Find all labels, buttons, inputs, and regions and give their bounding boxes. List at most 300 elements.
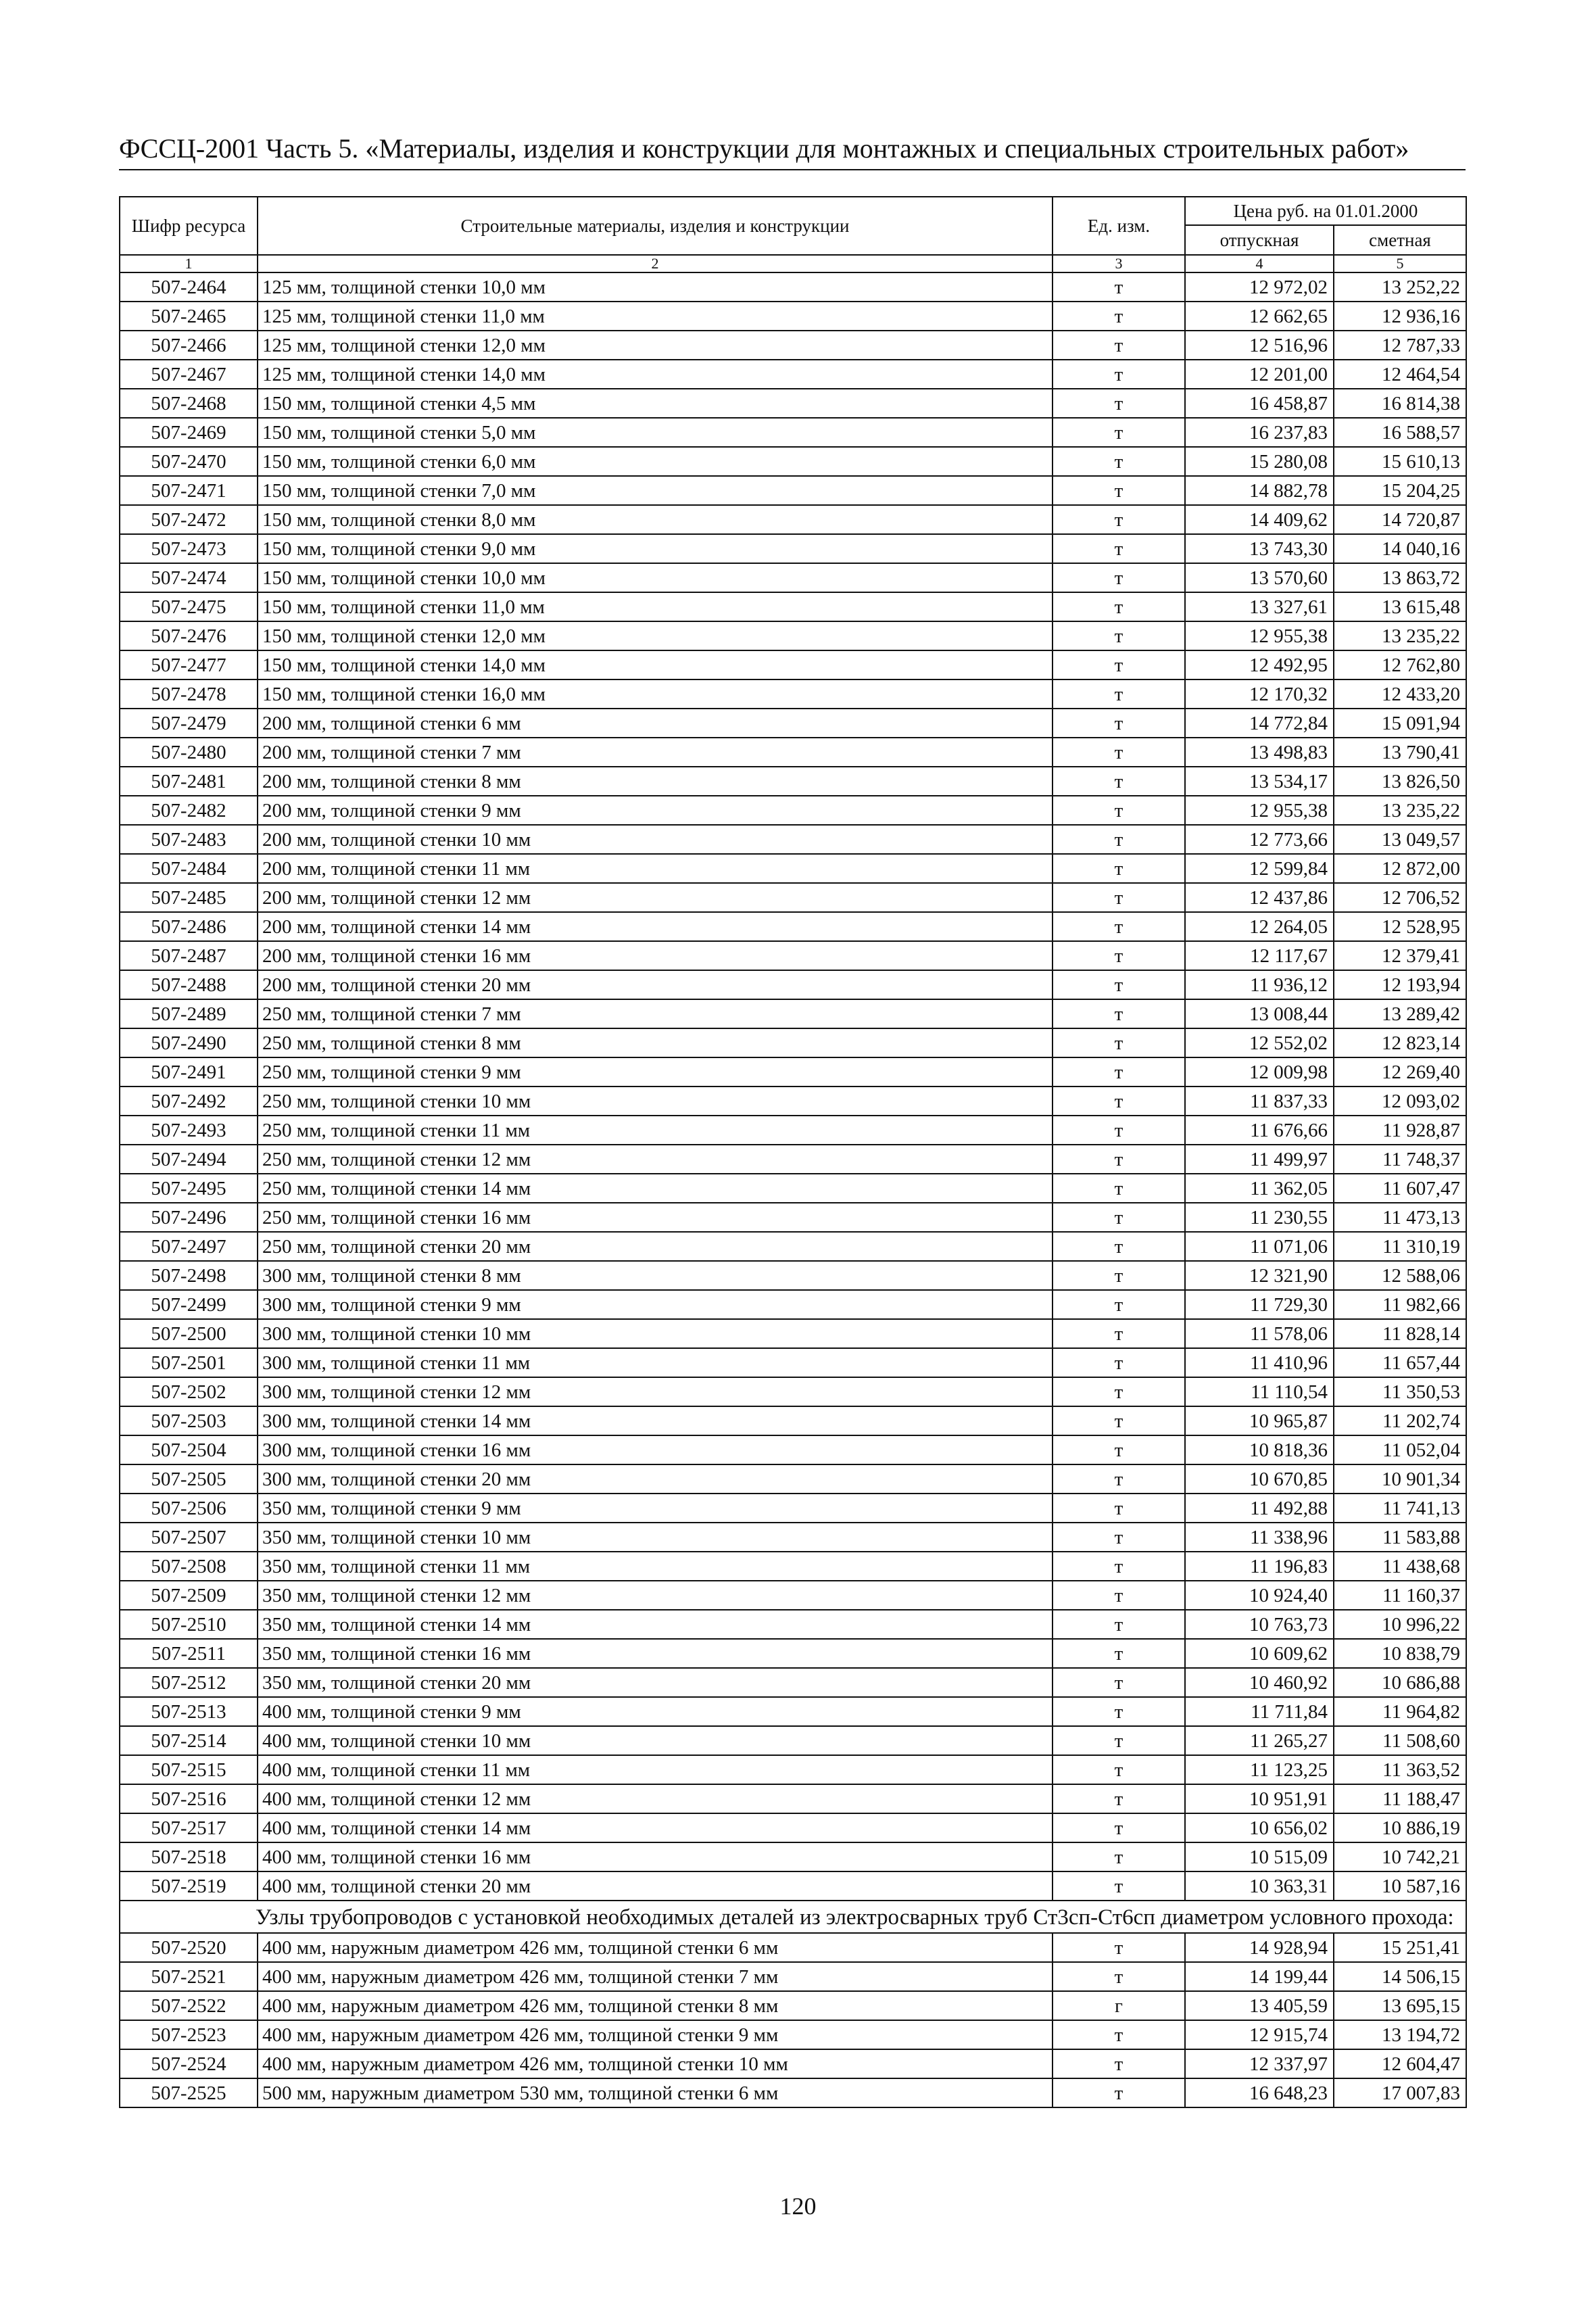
resource-code-cell: 507-2512 — [120, 1668, 258, 1697]
resource-code-cell: 507-2520 — [120, 1933, 258, 1962]
estimate-price-cell: 16 588,57 — [1334, 418, 1466, 447]
estimate-price-cell: 14 506,15 — [1334, 1962, 1466, 1991]
estimate-price-cell: 11 310,19 — [1334, 1232, 1466, 1261]
unit-cell: т — [1053, 1232, 1185, 1261]
column-number: 3 — [1053, 255, 1185, 272]
unit-cell: т — [1053, 796, 1185, 825]
resource-code-cell: 507-2497 — [120, 1232, 258, 1261]
estimate-price-cell: 13 252,22 — [1334, 272, 1466, 302]
release-price-cell: 12 955,38 — [1185, 796, 1334, 825]
unit-cell: т — [1053, 1116, 1185, 1145]
release-price-cell: 10 924,40 — [1185, 1581, 1334, 1610]
estimate-price-cell: 12 936,16 — [1334, 302, 1466, 331]
material-name-cell: 400 мм, наружным диаметром 426 мм, толщиной стенки 9 мм — [258, 2020, 1053, 2049]
unit-cell: т — [1053, 1464, 1185, 1494]
unit-cell: т — [1053, 272, 1185, 302]
release-price-cell: 10 818,36 — [1185, 1435, 1334, 1464]
material-name-cell: 125 мм, толщиной стенки 12,0 мм — [258, 331, 1053, 360]
estimate-price-cell: 12 604,47 — [1334, 2049, 1466, 2078]
release-price-cell: 13 008,44 — [1185, 999, 1334, 1028]
release-price-cell: 12 009,98 — [1185, 1057, 1334, 1087]
material-name-cell: 250 мм, толщиной стенки 8 мм — [258, 1028, 1053, 1057]
unit-cell: т — [1053, 1668, 1185, 1697]
header-estimate: сметная — [1334, 225, 1466, 255]
material-name-cell: 300 мм, толщиной стенки 12 мм — [258, 1377, 1053, 1406]
material-name-cell: 350 мм, толщиной стенки 11 мм — [258, 1552, 1053, 1581]
release-price-cell: 12 170,32 — [1185, 679, 1334, 709]
unit-cell: т — [1053, 1057, 1185, 1087]
material-name-cell: 400 мм, наружным диаметром 426 мм, толщиной стенки 10 мм — [258, 2049, 1053, 2078]
unit-cell: т — [1053, 767, 1185, 796]
table-row — [120, 709, 1466, 738]
release-price-cell: 14 882,78 — [1185, 476, 1334, 505]
material-name-cell: 200 мм, толщиной стенки 16 мм — [258, 941, 1053, 970]
table-row — [120, 1435, 1466, 1464]
estimate-price-cell: 11 473,13 — [1334, 1203, 1466, 1232]
unit-cell: т — [1053, 738, 1185, 767]
estimate-price-cell: 12 269,40 — [1334, 1057, 1466, 1087]
table-row — [120, 1639, 1466, 1668]
resource-code-cell: 507-2464 — [120, 272, 258, 302]
table-row — [120, 1232, 1466, 1261]
resource-code-cell: 507-2509 — [120, 1581, 258, 1610]
resource-code-cell: 507-2493 — [120, 1116, 258, 1145]
resource-code-cell: 507-2492 — [120, 1087, 258, 1116]
table-row — [120, 389, 1466, 418]
material-name-cell: 200 мм, толщиной стенки 11 мм — [258, 854, 1053, 883]
page-header: ФССЦ-2001 Часть 5. «Материалы, изделия и конструкции для монтажных и специальных строительных работ» — [119, 133, 1409, 164]
material-name-cell: 300 мм, толщиной стенки 8 мм — [258, 1261, 1053, 1290]
unit-cell: т — [1053, 1784, 1185, 1813]
resource-code-cell: 507-2506 — [120, 1494, 258, 1523]
table-row — [120, 1523, 1466, 1552]
material-name-cell: 250 мм, толщиной стенки 10 мм — [258, 1087, 1053, 1116]
material-name-cell: 300 мм, толщиной стенки 20 мм — [258, 1464, 1053, 1494]
unit-cell: т — [1053, 1842, 1185, 1871]
unit-cell: т — [1053, 679, 1185, 709]
table-row — [120, 1319, 1466, 1348]
unit-cell: т — [1053, 1406, 1185, 1435]
unit-cell: т — [1053, 2020, 1185, 2049]
resource-code-cell: 507-2505 — [120, 1464, 258, 1494]
resource-code-cell: 507-2514 — [120, 1726, 258, 1755]
material-name-cell: 150 мм, толщиной стенки 9,0 мм — [258, 534, 1053, 563]
release-price-cell: 11 230,55 — [1185, 1203, 1334, 1232]
unit-cell: т — [1053, 592, 1185, 621]
estimate-price-cell: 12 588,06 — [1334, 1261, 1466, 1290]
estimate-price-cell: 11 350,53 — [1334, 1377, 1466, 1406]
release-price-cell: 16 458,87 — [1185, 389, 1334, 418]
table-row — [120, 447, 1466, 476]
material-name-cell: 300 мм, толщиной стенки 16 мм — [258, 1435, 1053, 1464]
table-row — [120, 679, 1466, 709]
estimate-price-cell: 11 188,47 — [1334, 1784, 1466, 1813]
material-name-cell: 400 мм, толщиной стенки 11 мм — [258, 1755, 1053, 1784]
release-price-cell: 10 670,85 — [1185, 1464, 1334, 1494]
release-price-cell: 10 965,87 — [1185, 1406, 1334, 1435]
release-price-cell: 10 951,91 — [1185, 1784, 1334, 1813]
estimate-price-cell: 13 615,48 — [1334, 592, 1466, 621]
resource-code-cell: 507-2516 — [120, 1784, 258, 1813]
resource-code-cell: 507-2503 — [120, 1406, 258, 1435]
table-row — [120, 999, 1466, 1028]
material-name-cell: 350 мм, толщиной стенки 9 мм — [258, 1494, 1053, 1523]
resource-code-cell: 507-2468 — [120, 389, 258, 418]
header-release: отпускная — [1185, 225, 1334, 255]
column-number: 1 — [120, 255, 258, 272]
unit-cell: т — [1053, 418, 1185, 447]
table-row — [120, 1933, 1466, 1962]
page-number: 120 — [779, 2193, 817, 2220]
table-row — [120, 476, 1466, 505]
material-name-cell: 350 мм, толщиной стенки 12 мм — [258, 1581, 1053, 1610]
unit-cell: т — [1053, 854, 1185, 883]
unit-cell: т — [1053, 534, 1185, 563]
material-name-cell: 125 мм, толщиной стенки 14,0 мм — [258, 360, 1053, 389]
estimate-price-cell: 15 251,41 — [1334, 1933, 1466, 1962]
estimate-price-cell: 13 863,72 — [1334, 563, 1466, 592]
unit-cell: т — [1053, 302, 1185, 331]
resource-code-cell: 507-2487 — [120, 941, 258, 970]
table-row — [120, 1552, 1466, 1581]
resource-code-cell: 507-2476 — [120, 621, 258, 650]
material-name-cell: 150 мм, толщиной стенки 14,0 мм — [258, 650, 1053, 679]
table-row — [120, 621, 1466, 650]
header-code: Шифр ресурса — [120, 197, 258, 255]
resource-code-cell: 507-2491 — [120, 1057, 258, 1087]
resource-code-cell: 507-2501 — [120, 1348, 258, 1377]
release-price-cell: 12 437,86 — [1185, 883, 1334, 912]
material-name-cell: 125 мм, толщиной стенки 11,0 мм — [258, 302, 1053, 331]
unit-cell: т — [1053, 1962, 1185, 1991]
release-price-cell: 13 327,61 — [1185, 592, 1334, 621]
material-name-cell: 400 мм, наружным диаметром 426 мм, толщиной стенки 6 мм — [258, 1933, 1053, 1962]
material-name-cell: 250 мм, толщиной стенки 12 мм — [258, 1145, 1053, 1174]
table-row — [120, 1348, 1466, 1377]
unit-cell: т — [1053, 1581, 1185, 1610]
release-price-cell: 11 196,83 — [1185, 1552, 1334, 1581]
table-body-assemblies — [120, 1933, 1466, 2107]
table-row — [120, 1842, 1466, 1871]
unit-cell: т — [1053, 1552, 1185, 1581]
material-name-cell: 150 мм, толщиной стенки 7,0 мм — [258, 476, 1053, 505]
release-price-cell: 10 656,02 — [1185, 1813, 1334, 1842]
resource-code-cell: 507-2511 — [120, 1639, 258, 1668]
table-row — [120, 1726, 1466, 1755]
material-name-cell: 150 мм, толщиной стенки 4,5 мм — [258, 389, 1053, 418]
unit-cell: т — [1053, 1813, 1185, 1842]
table-row — [120, 767, 1466, 796]
resource-code-cell: 507-2504 — [120, 1435, 258, 1464]
estimate-price-cell: 15 610,13 — [1334, 447, 1466, 476]
resource-code-cell: 507-2522 — [120, 1991, 258, 2020]
estimate-price-cell: 10 901,34 — [1334, 1464, 1466, 1494]
resource-code-cell: 507-2517 — [120, 1813, 258, 1842]
table-body-pipes — [120, 272, 1466, 1901]
material-name-cell: 400 мм, толщиной стенки 14 мм — [258, 1813, 1053, 1842]
estimate-price-cell: 11 508,60 — [1334, 1726, 1466, 1755]
unit-cell: т — [1053, 1348, 1185, 1377]
resource-code-cell: 507-2496 — [120, 1203, 258, 1232]
unit-cell: т — [1053, 650, 1185, 679]
material-name-cell: 200 мм, толщиной стенки 8 мм — [258, 767, 1053, 796]
resource-code-cell: 507-2480 — [120, 738, 258, 767]
release-price-cell: 16 237,83 — [1185, 418, 1334, 447]
resource-code-cell: 507-2479 — [120, 709, 258, 738]
resource-code-cell: 507-2521 — [120, 1962, 258, 1991]
material-name-cell: 350 мм, толщиной стенки 16 мм — [258, 1639, 1053, 1668]
release-price-cell: 16 648,23 — [1185, 2078, 1334, 2107]
release-price-cell: 14 772,84 — [1185, 709, 1334, 738]
release-price-cell: 10 609,62 — [1185, 1639, 1334, 1668]
table-row — [120, 941, 1466, 970]
table-row — [120, 912, 1466, 941]
material-name-cell: 200 мм, толщиной стенки 6 мм — [258, 709, 1053, 738]
release-price-cell: 11 110,54 — [1185, 1377, 1334, 1406]
resource-code-cell: 507-2507 — [120, 1523, 258, 1552]
release-price-cell: 13 498,83 — [1185, 738, 1334, 767]
estimate-price-cell: 13 194,72 — [1334, 2020, 1466, 2049]
estimate-price-cell: 11 741,13 — [1334, 1494, 1466, 1523]
unit-cell: т — [1053, 883, 1185, 912]
estimate-price-cell: 13 695,15 — [1334, 1991, 1466, 2020]
resource-code-cell: 507-2466 — [120, 331, 258, 360]
estimate-price-cell: 12 762,80 — [1334, 650, 1466, 679]
release-price-cell: 10 460,92 — [1185, 1668, 1334, 1697]
release-price-cell: 12 516,96 — [1185, 331, 1334, 360]
table-row — [120, 854, 1466, 883]
material-name-cell: 300 мм, толщиной стенки 11 мм — [258, 1348, 1053, 1377]
resource-code-cell: 507-2465 — [120, 302, 258, 331]
release-price-cell: 11 936,12 — [1185, 970, 1334, 999]
material-name-cell: 200 мм, толщиной стенки 9 мм — [258, 796, 1053, 825]
table-row — [120, 1871, 1466, 1901]
unit-cell: т — [1053, 1261, 1185, 1290]
estimate-price-cell: 17 007,83 — [1334, 2078, 1466, 2107]
unit-cell: т — [1053, 360, 1185, 389]
estimate-price-cell: 14 720,87 — [1334, 505, 1466, 534]
resource-code-cell: 507-2523 — [120, 2020, 258, 2049]
unit-cell: т — [1053, 1755, 1185, 1784]
resource-code-cell: 507-2519 — [120, 1871, 258, 1901]
unit-cell: т — [1053, 1435, 1185, 1464]
estimate-price-cell: 12 706,52 — [1334, 883, 1466, 912]
release-price-cell: 11 123,25 — [1185, 1755, 1334, 1784]
unit-cell: т — [1053, 999, 1185, 1028]
header-price-group: Цена руб. на 01.01.2000 — [1185, 197, 1466, 225]
header-unit: Ед. изм. — [1053, 197, 1185, 255]
material-name-cell: 200 мм, толщиной стенки 14 мм — [258, 912, 1053, 941]
material-name-cell: 150 мм, толщиной стенки 10,0 мм — [258, 563, 1053, 592]
release-price-cell: 12 552,02 — [1185, 1028, 1334, 1057]
unit-cell: т — [1053, 1494, 1185, 1523]
resource-code-cell: 507-2508 — [120, 1552, 258, 1581]
resource-code-cell: 507-2498 — [120, 1261, 258, 1290]
estimate-price-cell: 11 657,44 — [1334, 1348, 1466, 1377]
release-price-cell: 12 201,00 — [1185, 360, 1334, 389]
estimate-price-cell: 10 742,21 — [1334, 1842, 1466, 1871]
table-row — [120, 1261, 1466, 1290]
estimate-price-cell: 12 093,02 — [1334, 1087, 1466, 1116]
table-row — [120, 1697, 1466, 1726]
material-name-cell: 250 мм, толщиной стенки 16 мм — [258, 1203, 1053, 1232]
unit-cell: т — [1053, 970, 1185, 999]
release-price-cell: 15 280,08 — [1185, 447, 1334, 476]
material-name-cell: 150 мм, толщиной стенки 6,0 мм — [258, 447, 1053, 476]
table-row — [120, 1174, 1466, 1203]
unit-cell: т — [1053, 1871, 1185, 1901]
table-row — [120, 534, 1466, 563]
section-row — [120, 1901, 1466, 1933]
estimate-price-cell: 12 823,14 — [1334, 1028, 1466, 1057]
unit-cell: г — [1053, 1991, 1185, 2020]
material-name-cell: 200 мм, толщиной стенки 20 мм — [258, 970, 1053, 999]
estimate-price-cell: 13 289,42 — [1334, 999, 1466, 1028]
resource-code-cell: 507-2518 — [120, 1842, 258, 1871]
resource-code-cell: 507-2483 — [120, 825, 258, 854]
release-price-cell: 13 743,30 — [1185, 534, 1334, 563]
table-row — [120, 592, 1466, 621]
material-name-cell: 250 мм, толщиной стенки 20 мм — [258, 1232, 1053, 1261]
estimate-price-cell: 13 235,22 — [1334, 796, 1466, 825]
table-body-section — [120, 1901, 1466, 1933]
material-name-cell: 500 мм, наружным диаметром 530 мм, толщиной стенки 6 мм — [258, 2078, 1053, 2107]
material-name-cell: 300 мм, толщиной стенки 14 мм — [258, 1406, 1053, 1435]
estimate-price-cell: 11 964,82 — [1334, 1697, 1466, 1726]
unit-cell: т — [1053, 1726, 1185, 1755]
release-price-cell: 12 773,66 — [1185, 825, 1334, 854]
release-price-cell: 14 199,44 — [1185, 1962, 1334, 1991]
release-price-cell: 14 928,94 — [1185, 1933, 1334, 1962]
material-name-cell: 200 мм, толщиной стенки 12 мм — [258, 883, 1053, 912]
release-price-cell: 10 363,31 — [1185, 1871, 1334, 1901]
material-name-cell: 400 мм, толщиной стенки 10 мм — [258, 1726, 1053, 1755]
header-row-top — [120, 197, 1466, 225]
resource-code-cell: 507-2489 — [120, 999, 258, 1028]
estimate-price-cell: 12 193,94 — [1334, 970, 1466, 999]
material-name-cell: 300 мм, толщиной стенки 9 мм — [258, 1290, 1053, 1319]
material-name-cell: 350 мм, толщиной стенки 14 мм — [258, 1610, 1053, 1639]
resource-code-cell: 507-2485 — [120, 883, 258, 912]
material-name-cell: 200 мм, толщиной стенки 7 мм — [258, 738, 1053, 767]
material-name-cell: 350 мм, толщиной стенки 20 мм — [258, 1668, 1053, 1697]
unit-cell: т — [1053, 825, 1185, 854]
estimate-price-cell: 12 379,41 — [1334, 941, 1466, 970]
resource-code-cell: 507-2500 — [120, 1319, 258, 1348]
material-name-cell: 400 мм, толщиной стенки 12 мм — [258, 1784, 1053, 1813]
material-name-cell: 200 мм, толщиной стенки 10 мм — [258, 825, 1053, 854]
material-name-cell: 150 мм, толщиной стенки 16,0 мм — [258, 679, 1053, 709]
material-name-cell: 250 мм, толщиной стенки 9 мм — [258, 1057, 1053, 1087]
table-row — [120, 1962, 1466, 1991]
table-row — [120, 302, 1466, 331]
unit-cell: т — [1053, 505, 1185, 534]
resource-code-cell: 507-2481 — [120, 767, 258, 796]
resource-code-cell: 507-2478 — [120, 679, 258, 709]
resource-code-cell: 507-2495 — [120, 1174, 258, 1203]
estimate-price-cell: 10 838,79 — [1334, 1639, 1466, 1668]
release-price-cell: 11 492,88 — [1185, 1494, 1334, 1523]
release-price-cell: 11 071,06 — [1185, 1232, 1334, 1261]
material-name-cell: 400 мм, толщиной стенки 20 мм — [258, 1871, 1053, 1901]
release-price-cell: 11 578,06 — [1185, 1319, 1334, 1348]
table-row — [120, 825, 1466, 854]
table-row — [120, 2049, 1466, 2078]
material-name-cell: 250 мм, толщиной стенки 7 мм — [258, 999, 1053, 1028]
estimate-price-cell: 12 787,33 — [1334, 331, 1466, 360]
table-row — [120, 1755, 1466, 1784]
unit-cell: т — [1053, 1174, 1185, 1203]
unit-cell: т — [1053, 1203, 1185, 1232]
estimate-price-cell: 14 040,16 — [1334, 534, 1466, 563]
table-row — [120, 1464, 1466, 1494]
unit-cell: т — [1053, 1087, 1185, 1116]
table-row — [120, 563, 1466, 592]
resource-code-cell: 507-2472 — [120, 505, 258, 534]
table-row — [120, 1991, 1466, 2020]
resource-code-cell: 507-2482 — [120, 796, 258, 825]
table-row — [120, 505, 1466, 534]
unit-cell: т — [1053, 1697, 1185, 1726]
resource-code-cell: 507-2488 — [120, 970, 258, 999]
estimate-price-cell: 10 996,22 — [1334, 1610, 1466, 1639]
table-row — [120, 1813, 1466, 1842]
release-price-cell: 13 405,59 — [1185, 1991, 1334, 2020]
unit-cell: т — [1053, 1610, 1185, 1639]
estimate-price-cell: 11 748,37 — [1334, 1145, 1466, 1174]
table-row — [120, 738, 1466, 767]
resource-code-cell: 507-2474 — [120, 563, 258, 592]
table-row — [120, 650, 1466, 679]
release-price-cell: 11 338,96 — [1185, 1523, 1334, 1552]
estimate-price-cell: 12 433,20 — [1334, 679, 1466, 709]
unit-cell: т — [1053, 1933, 1185, 1962]
resource-code-cell: 507-2494 — [120, 1145, 258, 1174]
release-price-cell: 12 117,67 — [1185, 941, 1334, 970]
table-row — [120, 970, 1466, 999]
unit-cell: т — [1053, 1290, 1185, 1319]
table-row — [120, 1668, 1466, 1697]
unit-cell: т — [1053, 2078, 1185, 2107]
material-name-cell: 400 мм, толщиной стенки 9 мм — [258, 1697, 1053, 1726]
unit-cell: т — [1053, 941, 1185, 970]
material-name-cell: 150 мм, толщиной стенки 12,0 мм — [258, 621, 1053, 650]
unit-cell: т — [1053, 1377, 1185, 1406]
unit-cell: т — [1053, 1523, 1185, 1552]
release-price-cell: 11 362,05 — [1185, 1174, 1334, 1203]
unit-cell: т — [1053, 621, 1185, 650]
unit-cell: т — [1053, 912, 1185, 941]
release-price-cell: 12 264,05 — [1185, 912, 1334, 941]
resource-code-cell: 507-2470 — [120, 447, 258, 476]
release-price-cell: 12 599,84 — [1185, 854, 1334, 883]
section-heading: Узлы трубопроводов с установкой необходимых деталей из электросварных труб Ст3сп-Ст6сп диаметром условного прохода: — [120, 1901, 1466, 1933]
unit-cell: т — [1053, 1639, 1185, 1668]
estimate-price-cell: 11 052,04 — [1334, 1435, 1466, 1464]
estimate-price-cell: 16 814,38 — [1334, 389, 1466, 418]
estimate-price-cell: 13 826,50 — [1334, 767, 1466, 796]
material-name-cell: 250 мм, толщиной стенки 11 мм — [258, 1116, 1053, 1145]
resource-code-cell: 507-2467 — [120, 360, 258, 389]
table-row — [120, 1290, 1466, 1319]
resource-code-cell: 507-2515 — [120, 1755, 258, 1784]
table-row — [120, 1377, 1466, 1406]
resource-code-cell: 507-2524 — [120, 2049, 258, 2078]
price-table — [119, 196, 1467, 2108]
material-name-cell: 400 мм, наружным диаметром 426 мм, толщиной стенки 8 мм — [258, 1991, 1053, 2020]
header-rule — [119, 169, 1466, 170]
release-price-cell: 12 337,97 — [1185, 2049, 1334, 2078]
